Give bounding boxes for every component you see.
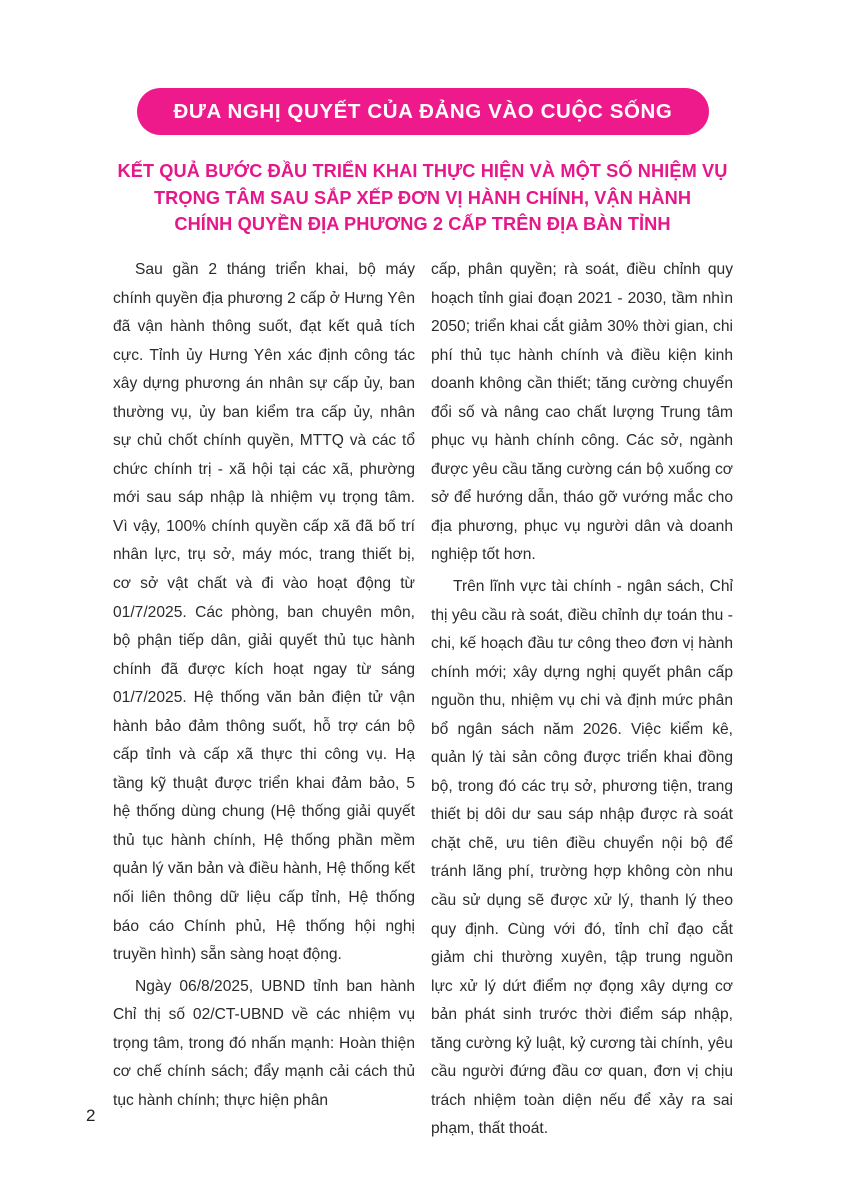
article-title-line-3: CHÍNH QUYỀN ĐỊA PHƯƠNG 2 CẤP TRÊN ĐỊA BÀN TỈNH: [174, 214, 671, 234]
banner-title: ĐƯA NGHỊ QUYẾT CỦA ĐẢNG VÀO CUỘC SỐNG: [173, 99, 673, 123]
section-banner: [137, 88, 709, 135]
text-column-right: [431, 256, 733, 1144]
article-title: [60, 158, 785, 238]
paragraph: Ngày 06/8/2025, UBND tỉnh ban hành Chỉ thị số 02/CT-UBND về các nhiệm vụ trọng tâm, trong đó nhấn mạnh: Hoàn thiện cơ chế chính sách; đẩy mạnh cải cách thủ tục hành chính; thực hiện phân: [113, 977, 415, 1109]
text-column-left: [113, 256, 415, 1115]
paragraph: cấp, phân quyền; rà soát, điều chỉnh quy hoạch tỉnh giai đoạn 2021 - 2030, tầm nhìn 2050; triển khai cắt giảm 30% thời gian, chi phí thủ tục hành chính và điều kiện kinh doanh không cần thiết; tăng cường chuyển đổi số và nâng cao chất lượng Trung tâm phục vụ hành chính công. Các sở, ngành được yêu cầu tăng cường cán bộ xuống cơ sở để hướng dẫn, tháo gỡ vướng mắc cho địa phương, phục vụ người dân và doanh nghiệp tốt hơn.: [431, 261, 733, 564]
page-number: 2: [86, 1106, 96, 1125]
paragraph: Sau gần 2 tháng triển khai, bộ máy chính quyền địa phương 2 cấp ở Hưng Yên đã vận hành thông suốt, đạt kết quả tích cực. Tỉnh ủy Hưng Yên xác định công tác xây dựng phương án nhân sự cấp ủy, ban thường vụ, ủy ban kiểm tra cấp ủy, nhân sự chủ chốt chính quyền, MTTQ và các tổ chức chính trị - xã hội tại các xã, phường mới sau sáp nhập là nhiệm vụ trọng tâm. Vì vậy, 100% chính quyền cấp xã đã bố trí nhân lực, trụ sở, máy móc, trang thiết bị, cơ sở vật chất và đi vào hoạt động từ 01/7/2025. Các phòng, ban chuyên môn, bộ phận tiếp dân, giải quyết thủ tục hành chính đã được kích hoạt ngay từ sáng 01/7/2025. Hệ thống văn bản điện tử vận hành bảo đảm thông suốt, hỗ trợ cán bộ cấp tỉnh và cấp xã thực thi công vụ. Hạ tầng kỹ thuật được triển khai đảm bảo, 5 hệ thống dùng chung (Hệ thống giải quyết thủ tục hành chính, Hệ thống phần mềm quản lý văn bản và điều hành, Hệ thống kết nối liên thông dữ liệu cấp tỉnh, Hệ thống báo cáo Chính phủ, Hệ thống hội nghị truyền hình) sẵn sàng hoạt động.: [113, 261, 416, 964]
paragraph: Trên lĩnh vực tài chính - ngân sách, Chỉ thị yêu cầu rà soát, điều chỉnh dự toán thu - chi, kế hoạch đầu tư công theo đơn vị hành chính mới; xây dựng nghị quyết phân cấp nguồn thu, nhiệm vụ chi và định mức phân bổ ngân sách năm 2026. Việc kiểm kê, quản lý tài sản công được triển khai đồng bộ, trong đó các trụ sở, phương tiện, trang thiết bị dôi dư sau sáp nhập được rà soát chặt chẽ, ưu tiên điều chuyển nội bộ để tránh lãng phí, trường hợp không còn nhu cầu sử dụng sẽ được xử lý, thanh lý theo quy định. Cùng với đó, tỉnh chỉ đạo cắt giảm chi thường xuyên, tập trung nguồn lực xử lý dứt điểm nợ đọng xây dựng cơ bản phát sinh trước thời điểm sáp nhập, tăng cường kỷ luật, kỷ cương tài chính, yêu cầu người đứng đầu cơ quan, đơn vị chịu trách nhiệm toàn diện nếu để xảy ra sai phạm, thất thoát.: [431, 578, 733, 1138]
article-title-line-1: KẾT QUẢ BƯỚC ĐẦU TRIỂN KHAI THỰC HIỆN VÀ MỘT SỐ NHIỆM VỤ: [117, 161, 728, 181]
article-title-line-2: TRỌNG TÂM SAU SẮP XẾP ĐƠN VỊ HÀNH CHÍNH, VẬN HÀNH: [153, 187, 692, 208]
